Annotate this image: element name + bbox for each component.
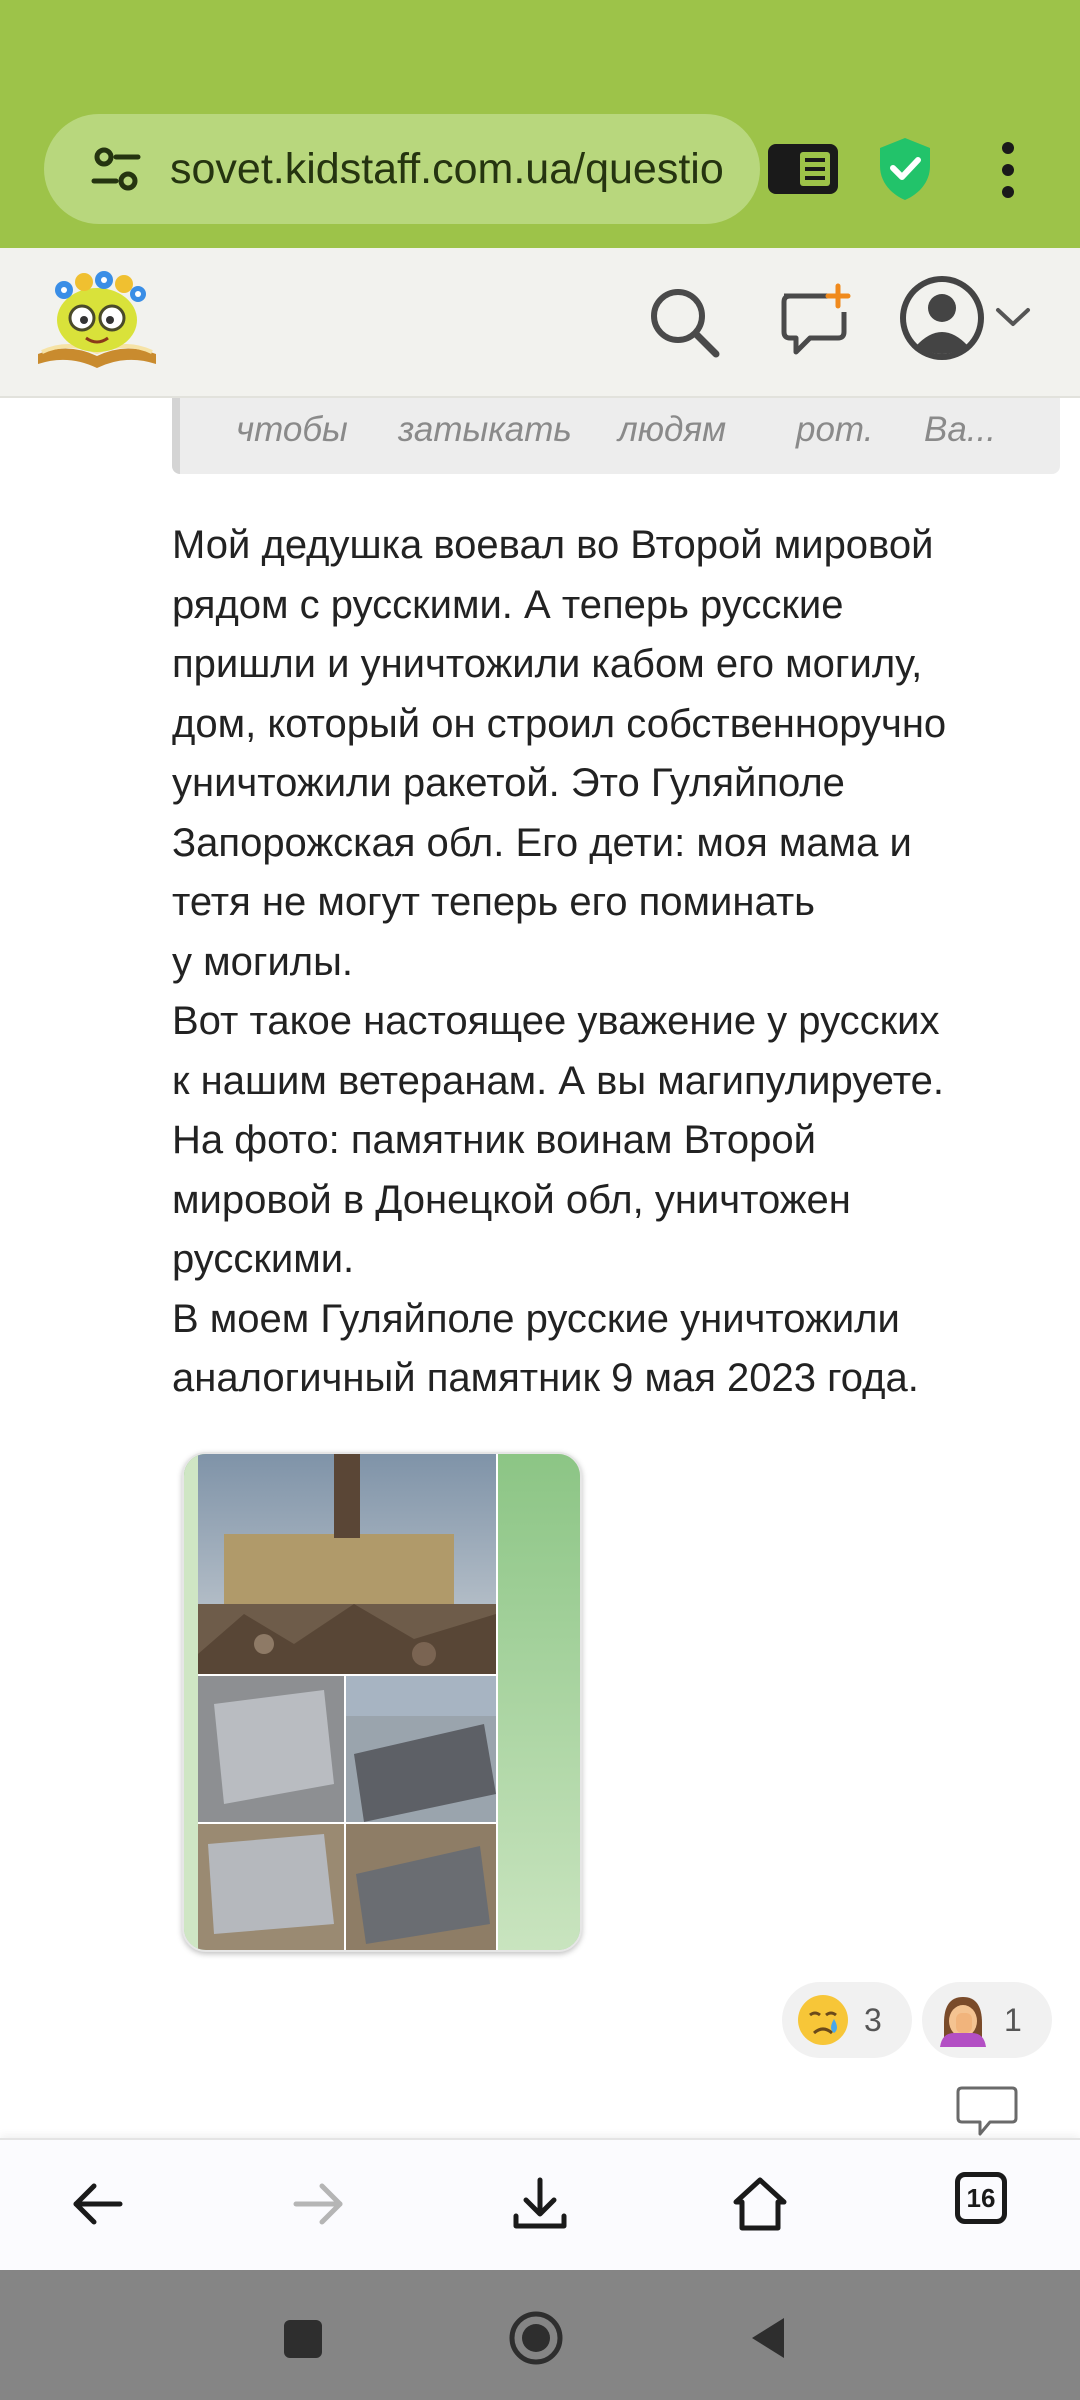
message-line: дом, который он строил собственноручно (172, 701, 947, 746)
shield-check-icon[interactable] (876, 136, 934, 202)
tabs-button[interactable]: 16 (955, 2172, 1007, 2224)
back-button-icon[interactable] (748, 2314, 788, 2362)
quote-word: рот. (796, 410, 874, 449)
quote-word: людям (618, 410, 727, 449)
site-header (0, 248, 1080, 398)
reaction-facepalm[interactable] (922, 1982, 1052, 2058)
reaction-crying[interactable] (782, 1982, 912, 2058)
site-logo[interactable] (34, 264, 160, 374)
message-line: В моем Гуляйполе русские уничтожили (172, 1296, 900, 1341)
message-line: На фото: памятник воинам Второй (172, 1118, 816, 1162)
search-icon[interactable] (646, 284, 722, 360)
crying-face-icon (796, 1993, 850, 2047)
user-avatar-icon[interactable] (898, 274, 986, 362)
address-bar[interactable] (44, 114, 760, 224)
browser-bottom-toolbar (0, 2138, 1080, 2272)
browser-top-bar (0, 0, 1080, 248)
message-line: у могилы. (172, 939, 353, 984)
message-line: тетя не могут теперь его поминать (172, 880, 816, 924)
forward-arrow-icon (286, 2172, 350, 2236)
home-icon[interactable] (728, 2172, 792, 2236)
quote-word: Ва... (924, 410, 996, 449)
chevron-down-icon[interactable] (994, 304, 1032, 332)
message-line: русскими. (172, 1237, 355, 1281)
system-navigation-bar (0, 2270, 1080, 2400)
message-line: Запорожская обл. Его дети: моя мама и (172, 820, 912, 865)
url-text[interactable]: sovet.kidstaff.com.ua/questio (170, 144, 724, 193)
back-arrow-icon[interactable] (66, 2172, 130, 2236)
comment-icon[interactable] (956, 2084, 1018, 2140)
message-line: уничтожили ракетой. Это Гуляйполе (172, 761, 845, 805)
message-line: мировой в Донецкой обл, уничтожен (172, 1177, 851, 1222)
new-message-icon[interactable] (776, 282, 852, 358)
message-line: пришли и уничтожили кабом его могилу, (172, 642, 923, 686)
quote-word: затыкать (398, 410, 572, 449)
reaction-count: 1 (1004, 2001, 1022, 2038)
download-icon[interactable] (508, 2172, 572, 2236)
overflow-menu-icon[interactable] (998, 138, 1018, 202)
reader-mode-icon[interactable] (766, 140, 840, 198)
home-button-icon[interactable] (508, 2310, 564, 2366)
message-body (172, 516, 1052, 1409)
woman-facepalming-icon (936, 1993, 990, 2047)
message-line: Вот такое настоящее уважение у русских (172, 999, 940, 1043)
quoted-message (172, 398, 1060, 474)
recents-button[interactable] (284, 2320, 322, 2358)
photo-collage-image (184, 1454, 580, 1950)
message-line: аналогичный памятник 9 мая 2023 года. (172, 1356, 919, 1400)
photo-attachment[interactable] (182, 1452, 582, 1952)
message-line: рядом с русскими. А теперь русские (172, 582, 844, 627)
reaction-count: 3 (864, 2001, 882, 2038)
quote-word: чтобы (236, 410, 348, 449)
message-line: Мой дедушка воевал во Второй мировой (172, 523, 934, 567)
message-line: к нашим ветеранам. А вы магипулируете. (172, 1058, 944, 1103)
site-settings-icon[interactable] (86, 139, 146, 199)
